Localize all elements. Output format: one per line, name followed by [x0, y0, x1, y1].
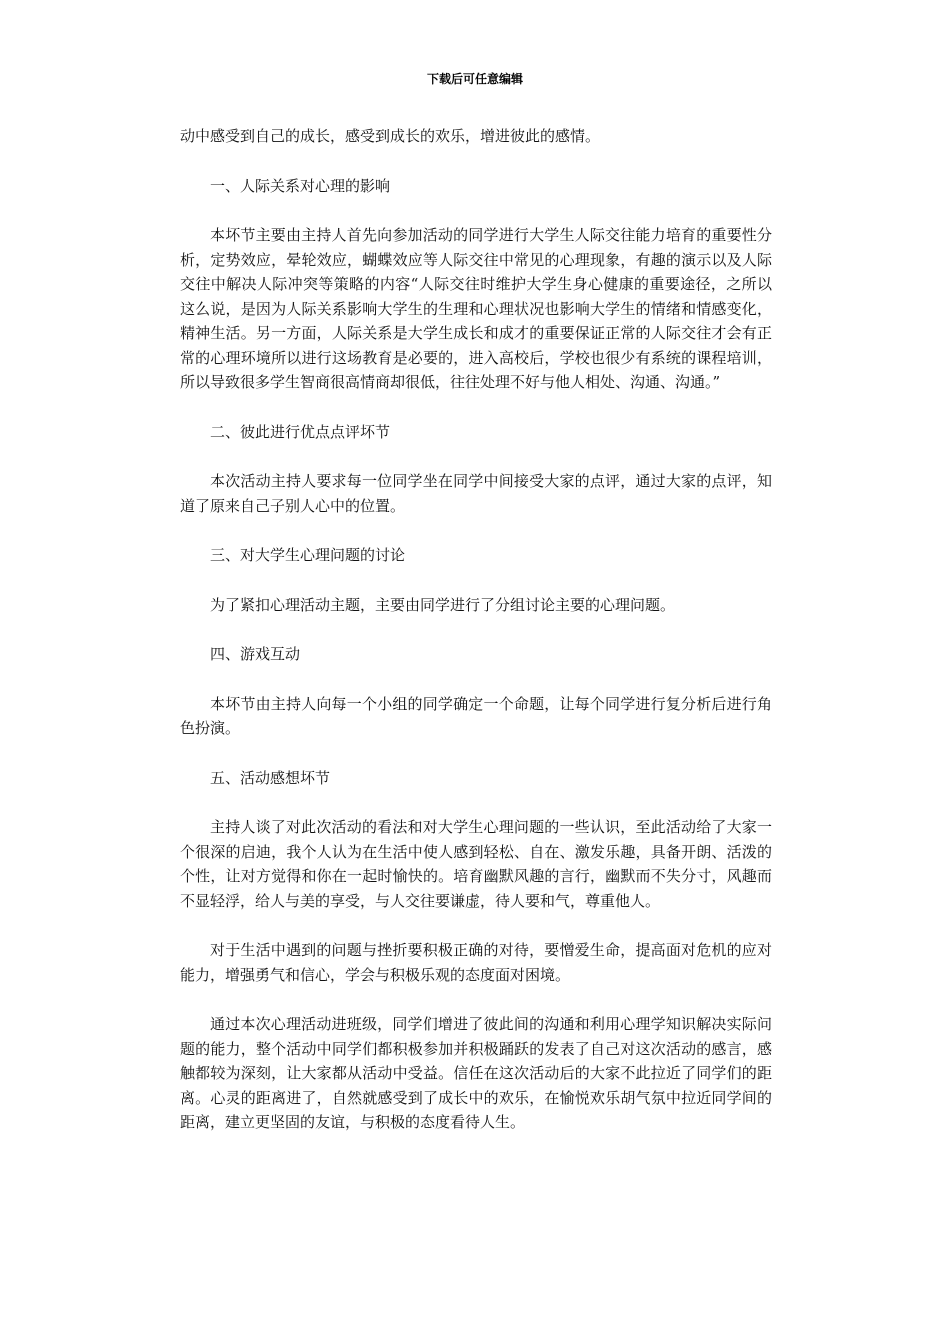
section-heading-3: 三、对大学生心理问题的讨论: [210, 546, 406, 564]
section-heading-2: 二、彼此进行优点点评坏节: [210, 422, 391, 441]
paragraph-section-4: 本坏节由主持人向每一个小组的同学确定一个命题，让每个同学进行复分析后进行角色扮演。: [180, 694, 772, 737]
section-heading-5: 五、活动感想坏节: [210, 768, 331, 787]
paragraph-conclusion: 通过本次心理活动进班级，同学们增进了彼此间的沟通和利用心理学知识解决实际问题的能力，整个活动中同学们都积极参加并积极踊跃的发表了自己对这次活动的感言，感触都较为深刻，让大家都从活动中受益。信任在这次活动后的大家不此拉近了同学们的距离。心灵的距离进了，自然就感受到了成长中的欢乐，在愉悦欢乐胡气氛中拉近同学间的距离，建立更坚固的友谊，与积极的态度看待人生。: [180, 1015, 772, 1131]
section-heading-1: 一、人际关系对心理的影响: [210, 176, 391, 195]
paragraph-section-2: 本次活动主持人要求每一位同学坐在同学中间接受大家的点评，通过大家的点评，知道了原来自己子别人心中的位置。: [180, 472, 772, 515]
document-body: [180, 124, 772, 1160]
paragraph-section-1: 本坏节主要由主持人首先向参加活动的同学进行大学生人际交往能力培育的重要性分析，定势效应，晕轮效应，蝴蝶效应等人际交往中常见的心理现象，有趣的演示以及人际交往中解决人际冲突等策略的内容“人际交往时维护大学生身心健康的重要途径，之所以这么说，是因为人际关系影响大学生的生理和心理状况也影响大学生的情绪和情感变化，精神生活。另一方面，人际关系是大学生成长和成才的重要保证正常的人际交往才会有正常的心理环境所以进行这场教育是必要的，进入高校后，学校也很少有系统的课程培训，所以导致很多学生智商很高情商却很低，往往处理不好与他人相处、沟通、沟通。”: [180, 226, 772, 391]
section-heading-4: 四、游戏互动: [210, 645, 301, 663]
paragraph-section-3: 为了紧扣心理活动主题，主要由同学进行了分组讨论主要的心理问题。: [210, 595, 676, 614]
paragraph-continuation: 动中感受到自己的成长，感受到成长的欢乐，增进彼此的感情。: [180, 127, 601, 145]
page-header-note: 下载后可任意编辑: [426, 72, 523, 86]
paragraph-section-5: 主持人谈了对此次活动的看法和对大学生心理问题的一些认识，至此活动给了大家一个很深的启迪，我个人认为在生活中使人感到轻松、自在、激发乐趣，具备开朗、活泼的个性，让对方觉得和你在一起时愉快的。培育幽默风趣的言行，幽默而不失分寸，风趣而不显轻浮，给人与美的享受，与人交往要谦虚，待人要和气，尊重他人。: [180, 818, 772, 910]
paragraph-attitude: 对于生活中遇到的问题与挫折要积极正确的对待，要憎爱生命，提高面对危机的应对能力，增强勇气和信心，学会与积极乐观的态度面对困境。: [180, 941, 772, 984]
